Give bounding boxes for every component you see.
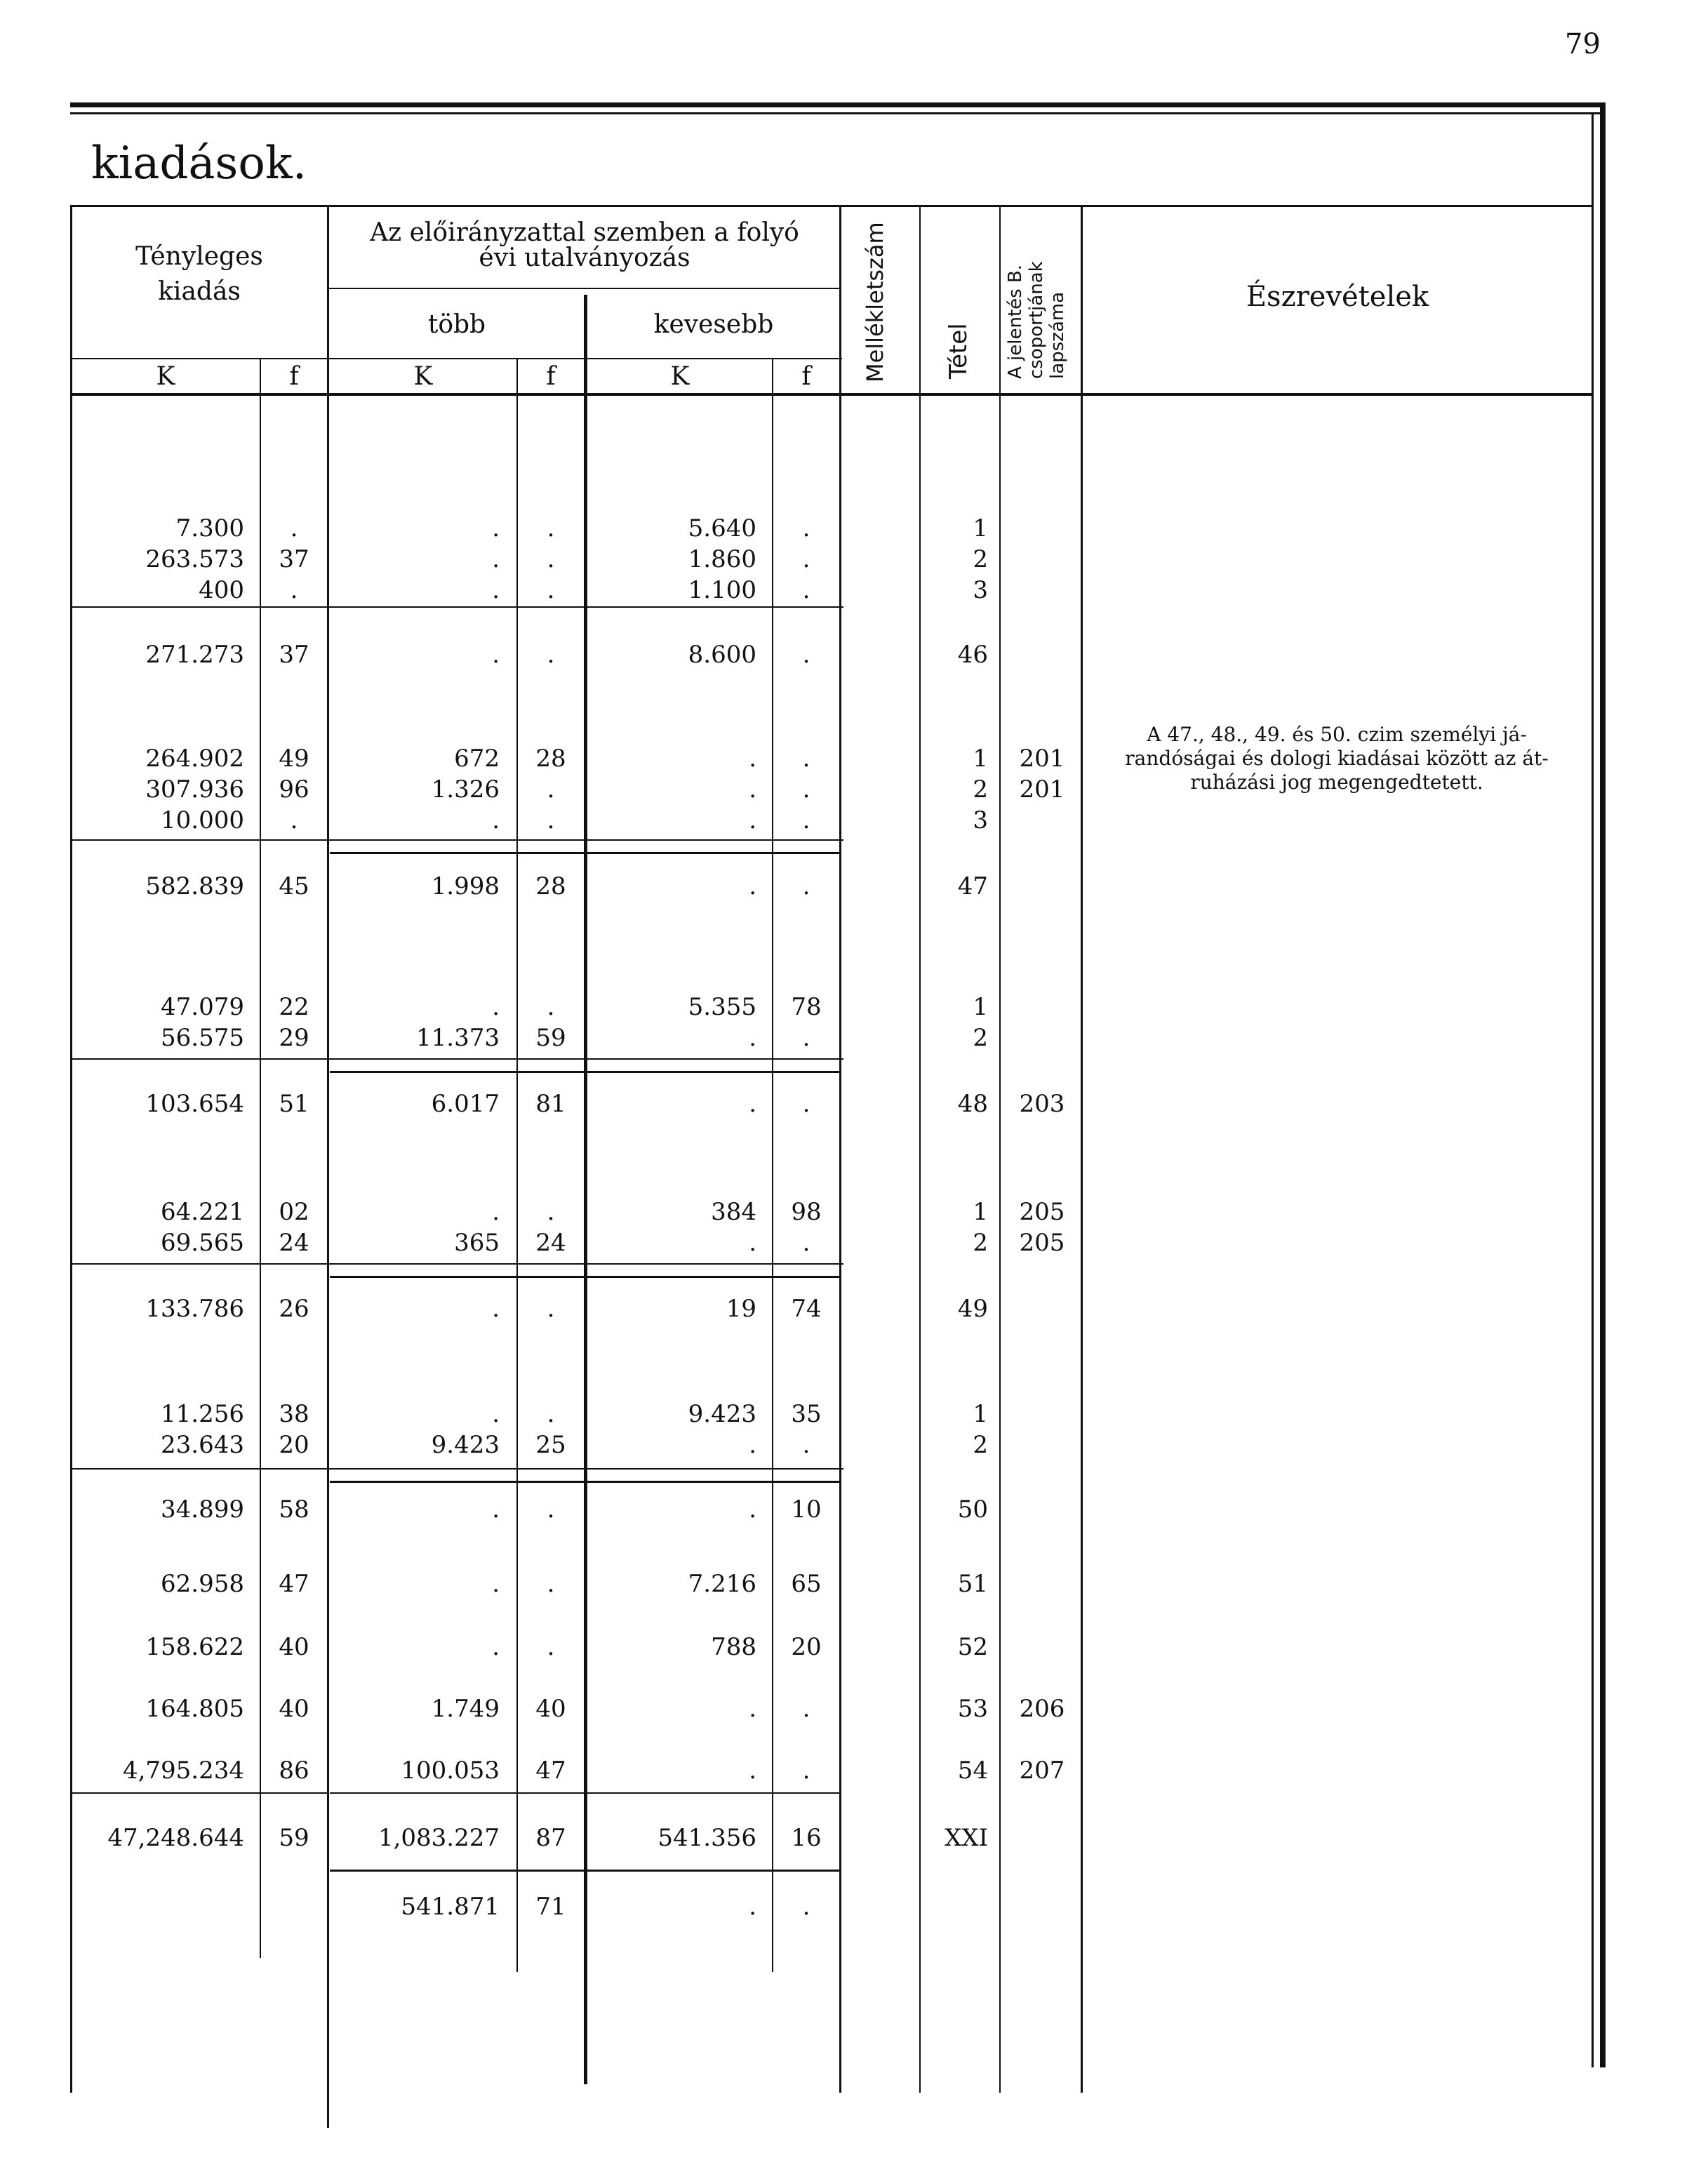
cell-of: 24: [535, 1229, 566, 1257]
header-eloiranyzat: [330, 220, 839, 271]
note-line1: A 47., 48., 49. és 50. czim személyi já-: [1147, 723, 1527, 746]
sum-rule-xxi: [72, 1792, 328, 1794]
sum-rule-47b: [330, 852, 839, 854]
cell-tetel: 1: [973, 514, 988, 542]
cell-kf: 78: [791, 993, 822, 1021]
cell-kk: 384: [711, 1198, 756, 1226]
cell-tf: 29: [279, 1024, 309, 1052]
sum-rule-49b: [330, 1276, 839, 1278]
cell-kk: .: [749, 1024, 756, 1052]
cell-tk: 263.573: [145, 545, 244, 573]
cell-kk: 5.355: [688, 993, 756, 1021]
cell-tf: 49: [279, 745, 309, 773]
cell-tetel: 49: [957, 1295, 988, 1323]
cell-of: .: [547, 993, 555, 1021]
cell-ok: 11.373: [416, 1024, 500, 1052]
cell-lap: 201: [1019, 775, 1065, 804]
cell-tetel: 2: [973, 1024, 988, 1052]
cell-kk: .: [749, 1695, 756, 1723]
cell-tf: 96: [279, 775, 309, 804]
cell-tetel: 2: [973, 775, 988, 804]
col-tenyleges-right: [327, 205, 329, 2128]
cell-of: .: [547, 1198, 555, 1226]
sum-rule-47: [72, 839, 843, 841]
cell-tetel: 51: [957, 1570, 988, 1598]
cell-lap: 205: [1019, 1229, 1065, 1257]
cell-lap: 205: [1019, 1198, 1065, 1226]
page-number: 79: [1565, 28, 1601, 60]
cell-tetel: 54: [957, 1757, 988, 1785]
right-border-thin: [1592, 112, 1594, 2067]
header-tk: K: [156, 362, 175, 391]
cell-tf: 37: [279, 641, 309, 669]
cell-tk: 10.000: [161, 806, 244, 834]
cell-kk: .: [749, 1229, 756, 1257]
top-rule-thin: [70, 112, 1600, 114]
cell-tk: 47.079: [161, 993, 244, 1021]
cell-lap: 201: [1019, 745, 1065, 773]
cell-tf: 58: [279, 1495, 309, 1524]
cell-kf: .: [802, 1229, 810, 1257]
cell-ok: .: [492, 1570, 500, 1598]
header-tenyleges-line1: Tényleges: [135, 242, 263, 271]
cell-tf: 02: [279, 1198, 309, 1226]
sum-rule-50b: [330, 1481, 839, 1483]
cell-kk: 541.356: [658, 1824, 756, 1852]
col-melleklet-right: [919, 205, 921, 2093]
cell-kf: 16: [791, 1824, 822, 1852]
cell-tetel: 1: [973, 1400, 988, 1428]
header-eloiranyzat-line2: évi utalványozás: [479, 244, 690, 272]
cell-kf: .: [802, 1431, 810, 1459]
cell-tk: 64.221: [161, 1198, 244, 1226]
cell-ok: 100.053: [401, 1757, 500, 1785]
cell-kk: 8.600: [688, 641, 756, 669]
cell-kk: 1.860: [688, 545, 756, 573]
cell-ok: .: [492, 1400, 500, 1428]
cell-tf: 40: [279, 1695, 309, 1723]
cell-tk: 264.902: [145, 745, 244, 773]
cell-kk: .: [749, 872, 756, 900]
cell-tf: 26: [279, 1295, 309, 1323]
cell-ok: 1.998: [431, 872, 500, 900]
cell-of: .: [547, 545, 555, 573]
cell-ok: 541.871: [401, 1893, 500, 1921]
cell-tk: 11.256: [161, 1400, 244, 1428]
cell-tf: 59: [279, 1824, 309, 1852]
cell-tetel: 46: [957, 641, 988, 669]
top-rule: [70, 102, 1606, 107]
cell-tf: .: [290, 576, 298, 604]
header-tenyleges: [72, 242, 327, 307]
cell-tetel: 3: [973, 576, 988, 604]
cell-of: .: [547, 514, 555, 542]
cell-of: 87: [535, 1824, 566, 1852]
header-jelentes: [1005, 261, 1068, 379]
cell-tk: 56.575: [161, 1024, 244, 1052]
col-kevesebb-right: [839, 205, 841, 2093]
cell-ok: .: [492, 1198, 500, 1226]
cell-kf: 65: [791, 1570, 822, 1598]
cell-tk: 400: [199, 576, 244, 604]
cell-ok: 9.423: [431, 1431, 500, 1459]
cell-of: 81: [535, 1090, 566, 1118]
cell-kf: 35: [791, 1400, 822, 1428]
header-tobb: több: [427, 310, 486, 339]
header-eszrevetelek: Észrevételek: [1246, 281, 1429, 313]
cell-of: 28: [535, 745, 566, 773]
cell-kf: .: [802, 1757, 810, 1785]
cell-ok: .: [492, 576, 500, 604]
cell-kf: .: [802, 576, 810, 604]
cell-ok: .: [492, 545, 500, 573]
col-tobb-right: [584, 295, 587, 2084]
col-left-border: [70, 205, 72, 2093]
sum-rule-diff: [330, 1870, 839, 1872]
cell-of: .: [547, 1295, 555, 1323]
cell-ok: .: [492, 1495, 500, 1524]
cell-tetel: 2: [973, 545, 988, 573]
cell-lap: 203: [1019, 1090, 1065, 1118]
cell-tetel: 1: [973, 1198, 988, 1226]
header-kf: f: [801, 362, 811, 391]
cell-tk: 158.622: [145, 1633, 244, 1661]
cell-tk: 7.300: [175, 514, 244, 542]
header-mellekletszam: Mellékletszám: [862, 222, 888, 382]
cell-tetel: 3: [973, 806, 988, 834]
header-bottom-rule: [70, 393, 1592, 396]
cell-tetel: 48: [957, 1090, 988, 1118]
header-jelentes-line3: lapszáma: [1047, 291, 1068, 379]
header-tenyleges-line2: kiadás: [158, 277, 241, 306]
cell-kk: .: [749, 1757, 756, 1785]
header-of: f: [546, 362, 556, 391]
cell-kk: .: [749, 806, 756, 834]
cell-kf: .: [802, 514, 810, 542]
cell-of: .: [547, 1400, 555, 1428]
cell-tk: 582.839: [145, 872, 244, 900]
cell-ok: .: [492, 1295, 500, 1323]
header-jelentes-line2: csoportjának: [1026, 261, 1047, 379]
cell-kk: .: [749, 1893, 756, 1921]
cell-kf: .: [802, 1695, 810, 1723]
page-title: kiadások.: [91, 138, 307, 189]
sum-rule-xxi-b: [330, 1792, 839, 1794]
cell-of: 28: [535, 872, 566, 900]
cell-of: 47: [535, 1757, 566, 1785]
cell-tk: 62.958: [161, 1570, 244, 1598]
cell-tk: 47,248.644: [107, 1824, 244, 1852]
cell-tetel: 1: [973, 745, 988, 773]
cell-ok: 6.017: [431, 1090, 500, 1118]
cell-kf: 20: [791, 1633, 822, 1661]
cell-tk: 271.273: [145, 641, 244, 669]
cell-tetel: XXI: [945, 1824, 988, 1852]
cell-of: .: [547, 806, 555, 834]
cell-tetel: 2: [973, 1431, 988, 1459]
cell-tk: 69.565: [161, 1229, 244, 1257]
cell-tk: 4,795.234: [122, 1757, 244, 1785]
cell-tf: 45: [279, 872, 309, 900]
cell-kf: .: [802, 545, 810, 573]
cell-tetel: 47: [957, 872, 988, 900]
cell-tf: .: [290, 514, 298, 542]
cell-kf: .: [802, 775, 810, 804]
cell-tk: 23.643: [161, 1431, 244, 1459]
cell-ok: 1,083.227: [378, 1824, 500, 1852]
cell-kk: .: [749, 745, 756, 773]
cell-lap: 206: [1019, 1695, 1065, 1723]
header-eloiranyzat-line1: Az előirányzattal szemben a folyó: [370, 218, 799, 247]
header-ok: K: [413, 362, 433, 391]
sum-rule-48: [72, 1058, 843, 1060]
cell-kk: 7.216: [688, 1570, 756, 1598]
cell-kk: .: [749, 1090, 756, 1118]
cell-tk: 133.786: [145, 1295, 244, 1323]
cell-tf: 86: [279, 1757, 309, 1785]
cell-kf: 98: [791, 1198, 822, 1226]
col-tetel-right: [999, 205, 1001, 2093]
kf-split-rule: [70, 358, 842, 359]
cell-of: 71: [535, 1893, 566, 1921]
note-line3: ruházási jog megengedtetett.: [1190, 771, 1483, 794]
cell-tf: 40: [279, 1633, 309, 1661]
cell-kf: .: [802, 745, 810, 773]
cell-tetel: 53: [957, 1695, 988, 1723]
cell-ok: .: [492, 1633, 500, 1661]
cell-kf: 74: [791, 1295, 822, 1323]
cell-kk: 788: [711, 1633, 756, 1661]
cell-tetel: 50: [957, 1495, 988, 1524]
cell-kf: .: [802, 872, 810, 900]
cell-kf: .: [802, 641, 810, 669]
cell-tk: 164.805: [145, 1695, 244, 1723]
cell-kk: .: [749, 1495, 756, 1524]
eloiranyzat-split-rule: [328, 288, 841, 289]
cell-tetel: 2: [973, 1229, 988, 1257]
cell-of: .: [547, 576, 555, 604]
sum-rule-50: [72, 1468, 843, 1470]
cell-of: .: [547, 1570, 555, 1598]
cell-of: .: [547, 1633, 555, 1661]
sum-rule-48b: [330, 1071, 839, 1073]
note-line2: randóságai és dologi kiadásai között az át-: [1125, 747, 1549, 770]
cell-kk: 5.640: [688, 514, 756, 542]
cell-of: .: [547, 1495, 555, 1524]
note-text: [1088, 723, 1586, 794]
cell-tf: 47: [279, 1570, 309, 1598]
cell-tf: .: [290, 806, 298, 834]
cell-kk: .: [749, 775, 756, 804]
cell-ok: .: [492, 514, 500, 542]
cell-kk: 9.423: [688, 1400, 756, 1428]
col-lap-right: [1081, 205, 1083, 2093]
cell-kf: 10: [791, 1495, 822, 1524]
cell-lap: 207: [1019, 1757, 1065, 1785]
cell-ok: .: [492, 641, 500, 669]
cell-kf: .: [802, 1893, 810, 1921]
cell-tetel: 1: [973, 993, 988, 1021]
cell-of: 59: [535, 1024, 566, 1052]
cell-of: .: [547, 641, 555, 669]
cell-of: .: [547, 775, 555, 804]
cell-tk: 103.654: [145, 1090, 244, 1118]
cell-kf: .: [802, 1024, 810, 1052]
cell-ok: 672: [454, 745, 500, 773]
cell-ok: 1.326: [431, 775, 500, 804]
sum-rule-49: [72, 1263, 843, 1265]
cell-kk: .: [749, 1431, 756, 1459]
cell-ok: .: [492, 993, 500, 1021]
right-border: [1600, 102, 1606, 2067]
cell-tetel: 52: [957, 1633, 988, 1661]
cell-ok: 365: [454, 1229, 500, 1257]
header-kk: K: [670, 362, 690, 391]
sum-rule-46: [72, 606, 843, 608]
cell-tf: 22: [279, 993, 309, 1021]
cell-tf: 20: [279, 1431, 309, 1459]
cell-tf: 37: [279, 545, 309, 573]
cell-of: 25: [535, 1431, 566, 1459]
cell-kf: .: [802, 806, 810, 834]
cell-of: 40: [535, 1695, 566, 1723]
header-tetel: Tétel: [945, 323, 973, 379]
header-jelentes-line1: A jelentés B.: [1005, 264, 1026, 379]
header-kevesebb: kevesebb: [653, 310, 774, 339]
cell-ok: 1.749: [431, 1695, 500, 1723]
header-tf: f: [289, 362, 299, 391]
cell-tf: 51: [279, 1090, 309, 1118]
cell-ok: .: [492, 806, 500, 834]
cell-kf: .: [802, 1090, 810, 1118]
cell-tk: 34.899: [161, 1495, 244, 1524]
cell-kk: 1.100: [688, 576, 756, 604]
cell-kk: 19: [726, 1295, 756, 1323]
header-top-rule: [70, 205, 1592, 207]
cell-tf: 38: [279, 1400, 309, 1428]
cell-tf: 24: [279, 1229, 309, 1257]
cell-tk: 307.936: [145, 775, 244, 804]
